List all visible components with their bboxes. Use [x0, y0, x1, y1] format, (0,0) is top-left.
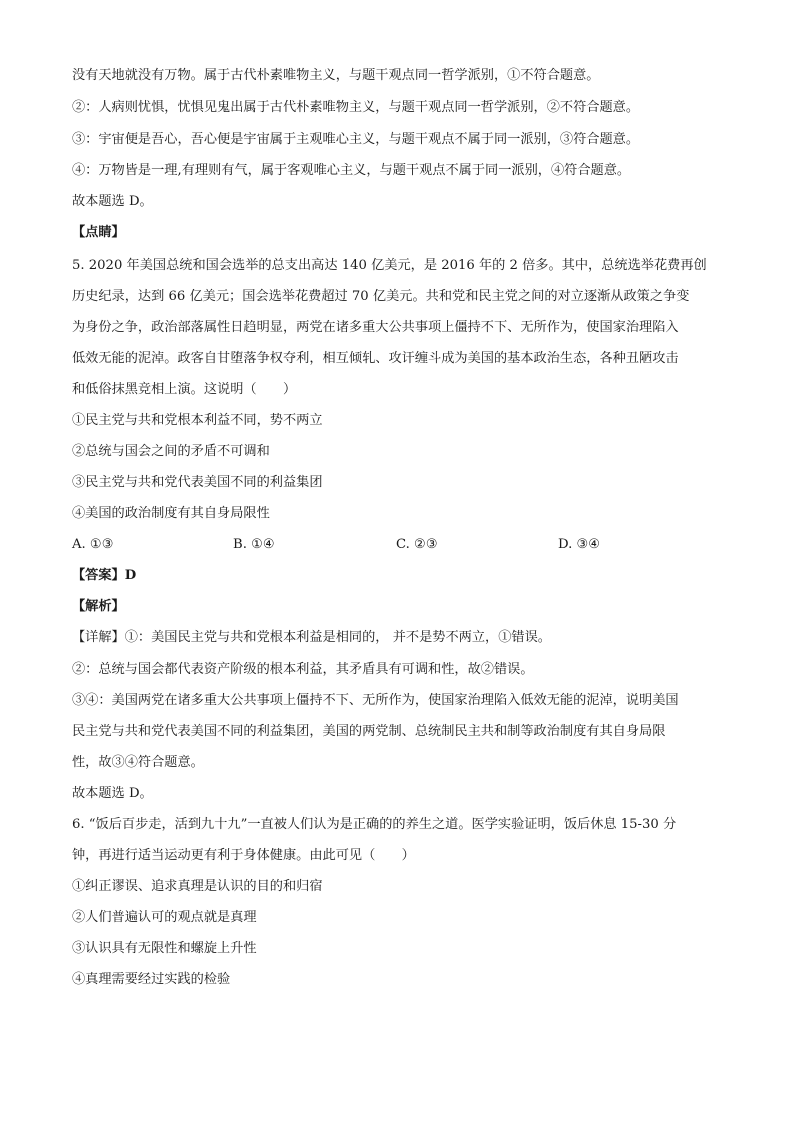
analysis-line: ④：万物皆是一理,有理则有气，属于客观唯心主义，与题干观点不属于同一派别，④符合题意。: [72, 163, 631, 178]
question-5-stem: 历史纪录，达到 66 亿美元；国会选举花费超过 70 亿美元。共和党和民主党之间的对立逐渐从政策之争变: [72, 289, 690, 304]
statement-1: ①民主党与共和党根本利益不同，势不两立: [72, 413, 323, 428]
explanation-line: 【详解】①：美国民主党与共和党根本利益是相同的， 并不是势不两立，①错误。: [72, 630, 551, 645]
question-5-stem: 5. 2020 年美国总统和国会选举的总支出高达 140 亿美元，是 2016 年的 2 倍多。其中，总统选举花费再创: [72, 258, 707, 273]
analysis-line: ②：人病则忧惧，忧惧见鬼出属于古代朴素唯物主义，与题干观点同一哲学派别，②不符合题意。: [72, 100, 640, 115]
option-b: B. ①④: [233, 537, 275, 552]
statement-3: ③认识具有无限性和螺旋上升性: [72, 941, 257, 956]
analysis-line: 没有天地就没有万物。属于古代朴素唯物主义，与题干观点同一哲学派别，①不符合题意。: [72, 68, 600, 83]
explanation-line: ③④：美国两党在诸多重大公共事项上僵持不下、无所作为，使国家治理陷入低效无能的泥淖，说明美国: [72, 693, 679, 708]
analysis-heading: 【解析】: [72, 599, 125, 614]
statement-3: ③民主党与共和党代表美国不同的利益集团: [72, 475, 323, 490]
statement-2: ②总统与国会之间的矛盾不可调和: [72, 444, 270, 459]
option-c: C. ②③: [396, 537, 438, 552]
answer-label: 【答案】D: [72, 568, 137, 583]
statement-1: ①纠正谬误、追求真理是认识的目的和归宿: [72, 879, 323, 894]
option-d: D. ③④: [558, 537, 601, 552]
question-5-stem: 和低俗抹黑竞相上演。这说明（ ）: [72, 382, 297, 397]
question-6-stem: 6. “饭后百步走，活到九十九”一直被人们认为是正确的的养生之道。医学实验证明，饭后休息 15-30 分: [72, 817, 677, 832]
option-a: A. ①③: [72, 537, 114, 552]
explanation-line: 民主党与共和党代表美国不同的利益集团，美国的两党制、总统制民主共和制等政治制度有其自身局限: [72, 724, 666, 739]
question-5-stem: 低效无能的泥淖。政客自甘堕落争权夺利，相互倾轧、攻讦缠斗成为美国的基本政治生态，各种丑陋攻击: [72, 351, 679, 366]
conclusion-line: 故本题选 D。: [72, 194, 153, 209]
question-6-stem: 钟，再进行适当运动更有利于身体健康。由此可见（ ）: [72, 848, 415, 863]
tip-heading: 【点睛】: [72, 225, 125, 240]
explanation-line: ②：总统与国会都代表资产阶级的根本利益，其矛盾具有可调和性，故②错误。: [72, 662, 534, 677]
analysis-line: ③：宇宙便是吾心，吾心便是宇宙属于主观唯心主义，与题干观点不属于同一派别，③符合题意。: [72, 132, 640, 147]
statement-4: ④美国的政治制度有其自身局限性: [72, 506, 270, 521]
statement-2: ②人们普遍认可的观点就是真理: [72, 910, 257, 925]
statement-4: ④真理需要经过实践的检验: [72, 972, 231, 987]
conclusion-line: 故本题选 D。: [72, 786, 153, 801]
question-5-stem: 为身份之争，政治部落属性日趋明显，两党在诸多重大公共事项上僵持不下、无所作为，使国家治理陷入: [72, 320, 679, 335]
explanation-line: 性，故③④符合题意。: [72, 755, 204, 770]
